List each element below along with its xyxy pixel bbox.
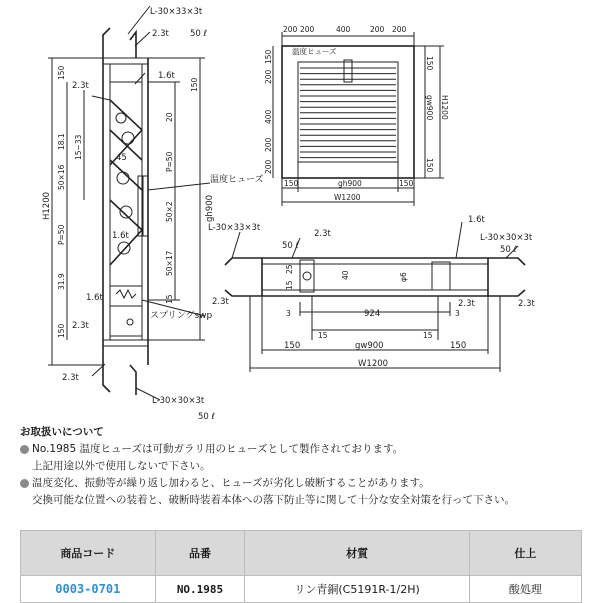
note-text: 交換可能な位置への装着と、破断時装着本体への落下防止等に関して十分な安全対策を行って下さい。 xyxy=(32,494,515,506)
bullet-icon xyxy=(20,479,29,488)
section-left-length: 50 ℓ xyxy=(282,241,300,251)
front-top-dim: 400 xyxy=(336,25,351,34)
top-angle-label: L-30×33×3t xyxy=(150,7,203,17)
bullet-icon xyxy=(20,445,29,454)
section-dim: 15 xyxy=(285,280,294,290)
spec-table xyxy=(20,530,582,603)
thickness-label: 1.6t xyxy=(158,71,175,81)
table-row xyxy=(21,576,582,603)
header-product-code: 商品コード xyxy=(21,531,156,576)
front-top-dim: 200 xyxy=(300,25,315,34)
section-dim: 150 xyxy=(450,341,467,351)
section-thickness: 2.3t xyxy=(212,297,229,307)
section-dim: 3 xyxy=(455,309,460,318)
front-left-dim: 200 xyxy=(264,69,273,84)
front-top-dim: 200 xyxy=(283,25,298,34)
front-right-gw: gw900 xyxy=(425,95,434,121)
front-right-dim: 150 xyxy=(425,158,434,173)
thickness-label: 1.6t xyxy=(86,293,103,303)
front-bottom-dim: 150 xyxy=(399,179,414,188)
note-text: 温度変化、振動等が繰り返し加わると、ヒューズが劣化し破断することがあります。 xyxy=(32,477,430,489)
bottom-angle-length: 50 ℓ xyxy=(198,412,216,422)
dim-50x16: 50×16 xyxy=(57,164,66,190)
section-thickness: 2.3t xyxy=(458,299,475,309)
dim-31-9: 31.9 xyxy=(57,273,66,290)
table-header-row xyxy=(21,531,582,576)
front-left-dim: 200 xyxy=(264,159,273,174)
section-right-angle: L-30×30×3t xyxy=(480,233,533,243)
section-thickness: 2.3t xyxy=(518,299,535,309)
dim-150-right: 150 xyxy=(190,77,199,92)
dim-h1200: H1200 xyxy=(42,191,52,220)
dim-15-33: 15−33 xyxy=(74,134,83,160)
section-dim: 3 xyxy=(286,309,291,318)
fuse-label-side: 温度ヒューズ xyxy=(210,175,264,185)
note-item xyxy=(20,475,580,492)
finish: 酸処理 xyxy=(469,576,581,603)
material: リン青銅(C5191R-1/2H) xyxy=(245,576,469,603)
section-dim: 15 xyxy=(423,331,433,340)
notes-title: お取扱いについて xyxy=(20,426,104,438)
section-left-angle: L-30×33×3t xyxy=(208,223,261,233)
thickness-label: 2.3t xyxy=(72,321,89,331)
section-right-length: 50 ℓ xyxy=(500,245,518,255)
section-thickness: 1.6t xyxy=(468,215,485,225)
section-dim: φ6 xyxy=(399,272,408,282)
left-section-view xyxy=(48,6,210,400)
section-dim-924: 924 xyxy=(364,309,381,319)
dim-20: 20 xyxy=(165,112,174,122)
front-top-dim: 200 xyxy=(370,25,385,34)
front-fuse-label: 温度ヒューズ xyxy=(292,47,337,56)
section-dim-gw: gw900 xyxy=(355,341,384,351)
header-material: 材質 xyxy=(245,531,469,576)
note-item xyxy=(20,441,580,458)
part-number: NO.1985 xyxy=(155,576,245,603)
dim-150-bottom: 150 xyxy=(57,323,66,338)
section-dim: 150 xyxy=(284,341,301,351)
top-angle-length: 50 ℓ xyxy=(190,29,208,39)
front-left-dim: 150 xyxy=(264,49,273,64)
front-right-h: H1200 xyxy=(440,95,449,120)
front-bottom-dim: 150 xyxy=(284,179,299,188)
dim-15: 15 xyxy=(165,294,174,304)
thickness-label: 2.3t xyxy=(152,29,169,39)
dim-p50: P=50 xyxy=(57,224,66,245)
dim-150-top: 150 xyxy=(57,65,66,80)
header-part-number: 品番 xyxy=(155,531,245,576)
thickness-label: 2.3t xyxy=(72,81,89,91)
dim-18-1: 18.1 xyxy=(57,133,66,150)
front-bottom-w: W1200 xyxy=(334,193,361,202)
front-right-dim: 150 xyxy=(425,56,434,71)
section-dim: 15 xyxy=(318,331,328,340)
front-top-dim: 200 xyxy=(392,25,407,34)
dim-gh900: gh900 xyxy=(205,194,215,222)
note-text: No.1985 温度ヒューズは可動ガラリ用のヒューズとして製作されております。 xyxy=(32,443,404,455)
angle-45: 45 xyxy=(116,153,127,163)
header-finish: 仕上 xyxy=(469,531,581,576)
bottom-angle-label: L-30×30×3t xyxy=(152,396,205,406)
section-thickness: 2.3t xyxy=(314,229,331,239)
front-left-dim: 400 xyxy=(264,109,273,124)
thickness-label: 1.6t xyxy=(112,231,129,241)
spring-label: スプリングswp xyxy=(150,311,213,321)
section-dim: 25 xyxy=(285,264,294,274)
product-code-link[interactable]: 0003-0701 xyxy=(21,576,156,603)
front-bottom-gh: gh900 xyxy=(338,179,362,188)
note-text: 上記用途以外で使用しないで下さい。 xyxy=(32,460,211,472)
dim-p50-right: P=50 xyxy=(165,151,174,172)
front-left-dim: 200 xyxy=(264,137,273,152)
section-dim: 40 xyxy=(341,270,350,280)
dim-50x2: 50×2 xyxy=(165,201,174,222)
dim-50x17: 50×17 xyxy=(165,250,174,276)
handling-notes xyxy=(20,424,580,509)
thickness-label: 2.3t xyxy=(62,373,79,383)
section-dim-w: W1200 xyxy=(358,359,389,369)
